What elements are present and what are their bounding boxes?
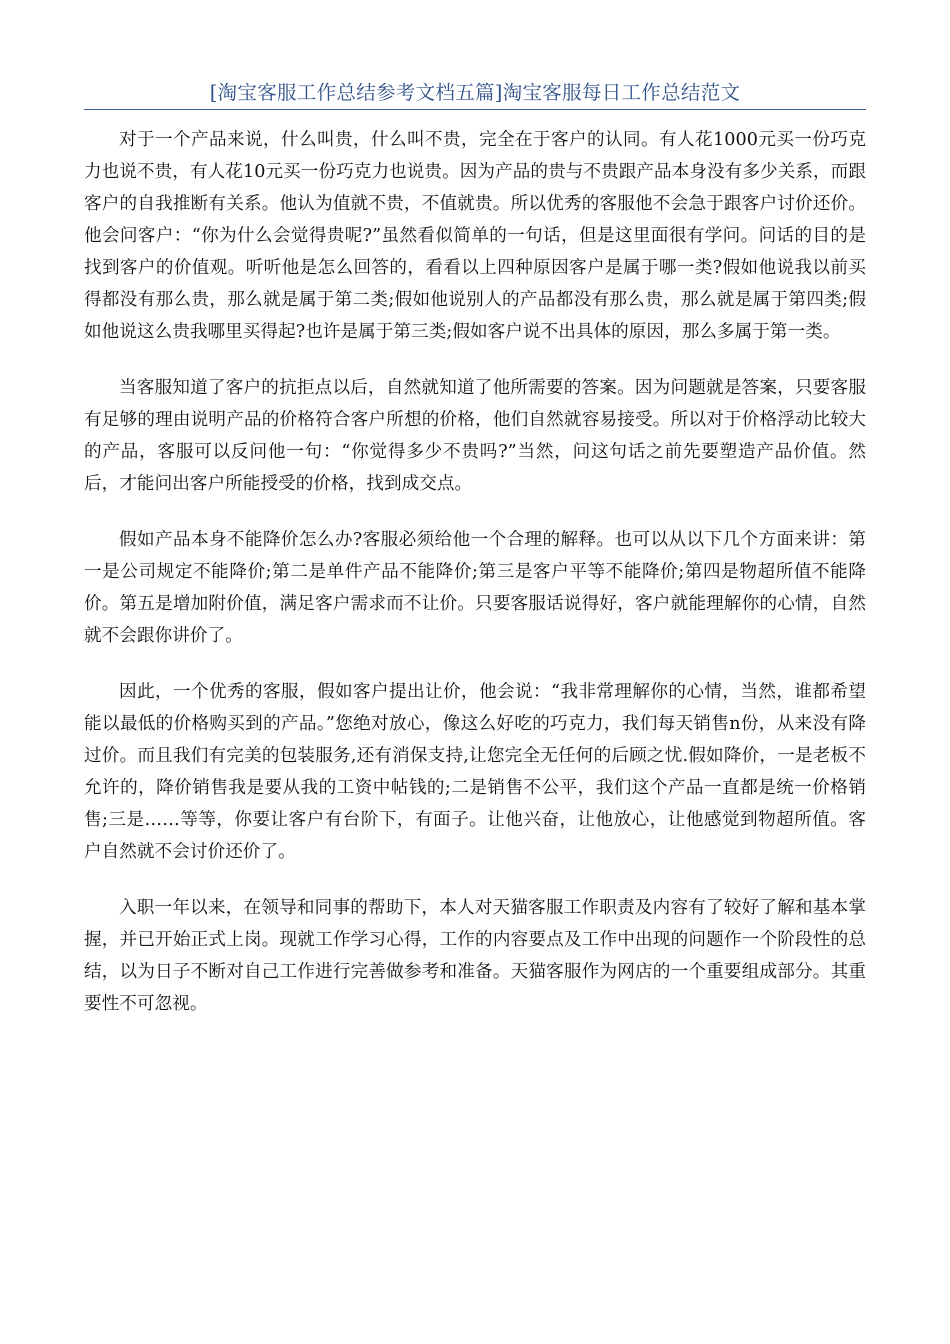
header-title: [淘宝客服工作总结参考文档五篇]淘宝客服每日工作总结范文 [209,81,741,104]
page-header [84,78,866,110]
paragraph-3: 假如产品本身不能降价怎么办?客服必须给他一个合理的解释。也可以从以下几个方面来讲：第一是公司规定不能降价;第二是单件产品不能降价;第三是客户平等不能降价;第四是物超所值不能降价。第五是增加附价值，满足客户需求而不让价。只要客服话说得好，客户就能理解你的心情，自然就不会跟你讲价了。 [84,530,866,646]
paragraph-2: 当客服知道了客户的抗拒点以后，自然就知道了他所需要的答案。因为问题就是答案，只要客服有足够的理由说明产品的价格符合客户所想的价格，他们自然就容易接受。所以对于价格浮动比较大的产品，客服可以反问他一句：“你觉得多少不贵吗?”当然，问这句话之前先要塑造产品价值。然后，才能问出客户所能授受的价格，找到成交点。 [84,378,866,494]
paragraph-5: 入职一年以来，在领导和同事的帮助下，本人对天猫客服工作职责及内容有了较好了解和基本掌握，并已开始正式上岗。现就工作学习心得，工作的内容要点及工作中出现的问题作一个阶段性的总结，以为日子不断对自己工作进行完善做参考和准备。天猫客服作为网店的一个重要组成部分。其重要性不可忽视。 [84,898,866,1014]
document-body [84,124,866,1044]
paragraph-4: 因此，一个优秀的客服，假如客户提出让价，他会说：“我非常理解你的心情，当然，谁都希望能以最低的价格购买到的产品。”您绝对放心，像这么好吃的巧克力，我们每天销售n份，从来没有降过价。而且我们有完美的包装服务,还有消保支持,让您完全无任何的后顾之忧.假如降价，一是老板不允许的，降价销售我是要从我的工资中帖钱的;二是销售不公平，我们这个产品一直都是统一价格销售;三是……等等，你要让客户有台阶下，有面子。让他兴奋，让他放心，让他感觉到物超所值。客户自然就不会讨价还价了。 [84,682,866,862]
paragraph-1: 对于一个产品来说，什么叫贵，什么叫不贵，完全在于客户的认同。有人花1000元买一份巧克力也说不贵，有人花10元买一份巧克力也说贵。因为产品的贵与不贵跟产品本身没有多少关系，而跟客户的自我推断有关系。他认为值就不贵，不值就贵。所以优秀的客服他不会急于跟客户讨价还价。他会问客户：“你为什么会觉得贵呢?”虽然看似简单的一句话，但是这里面很有学问。问话的目的是找到客户的价值观。听听他是怎么回答的，看看以上四种原因客户是属于哪一类?假如他说我以前买得都没有那么贵，那么就是属于第二类;假如他说别人的产品都没有那么贵，那么就是属于第四类;假如他说这么贵我哪里买得起?也许是属于第三类;假如客户说不出具体的原因，那么多属于第一类。 [84,130,866,342]
